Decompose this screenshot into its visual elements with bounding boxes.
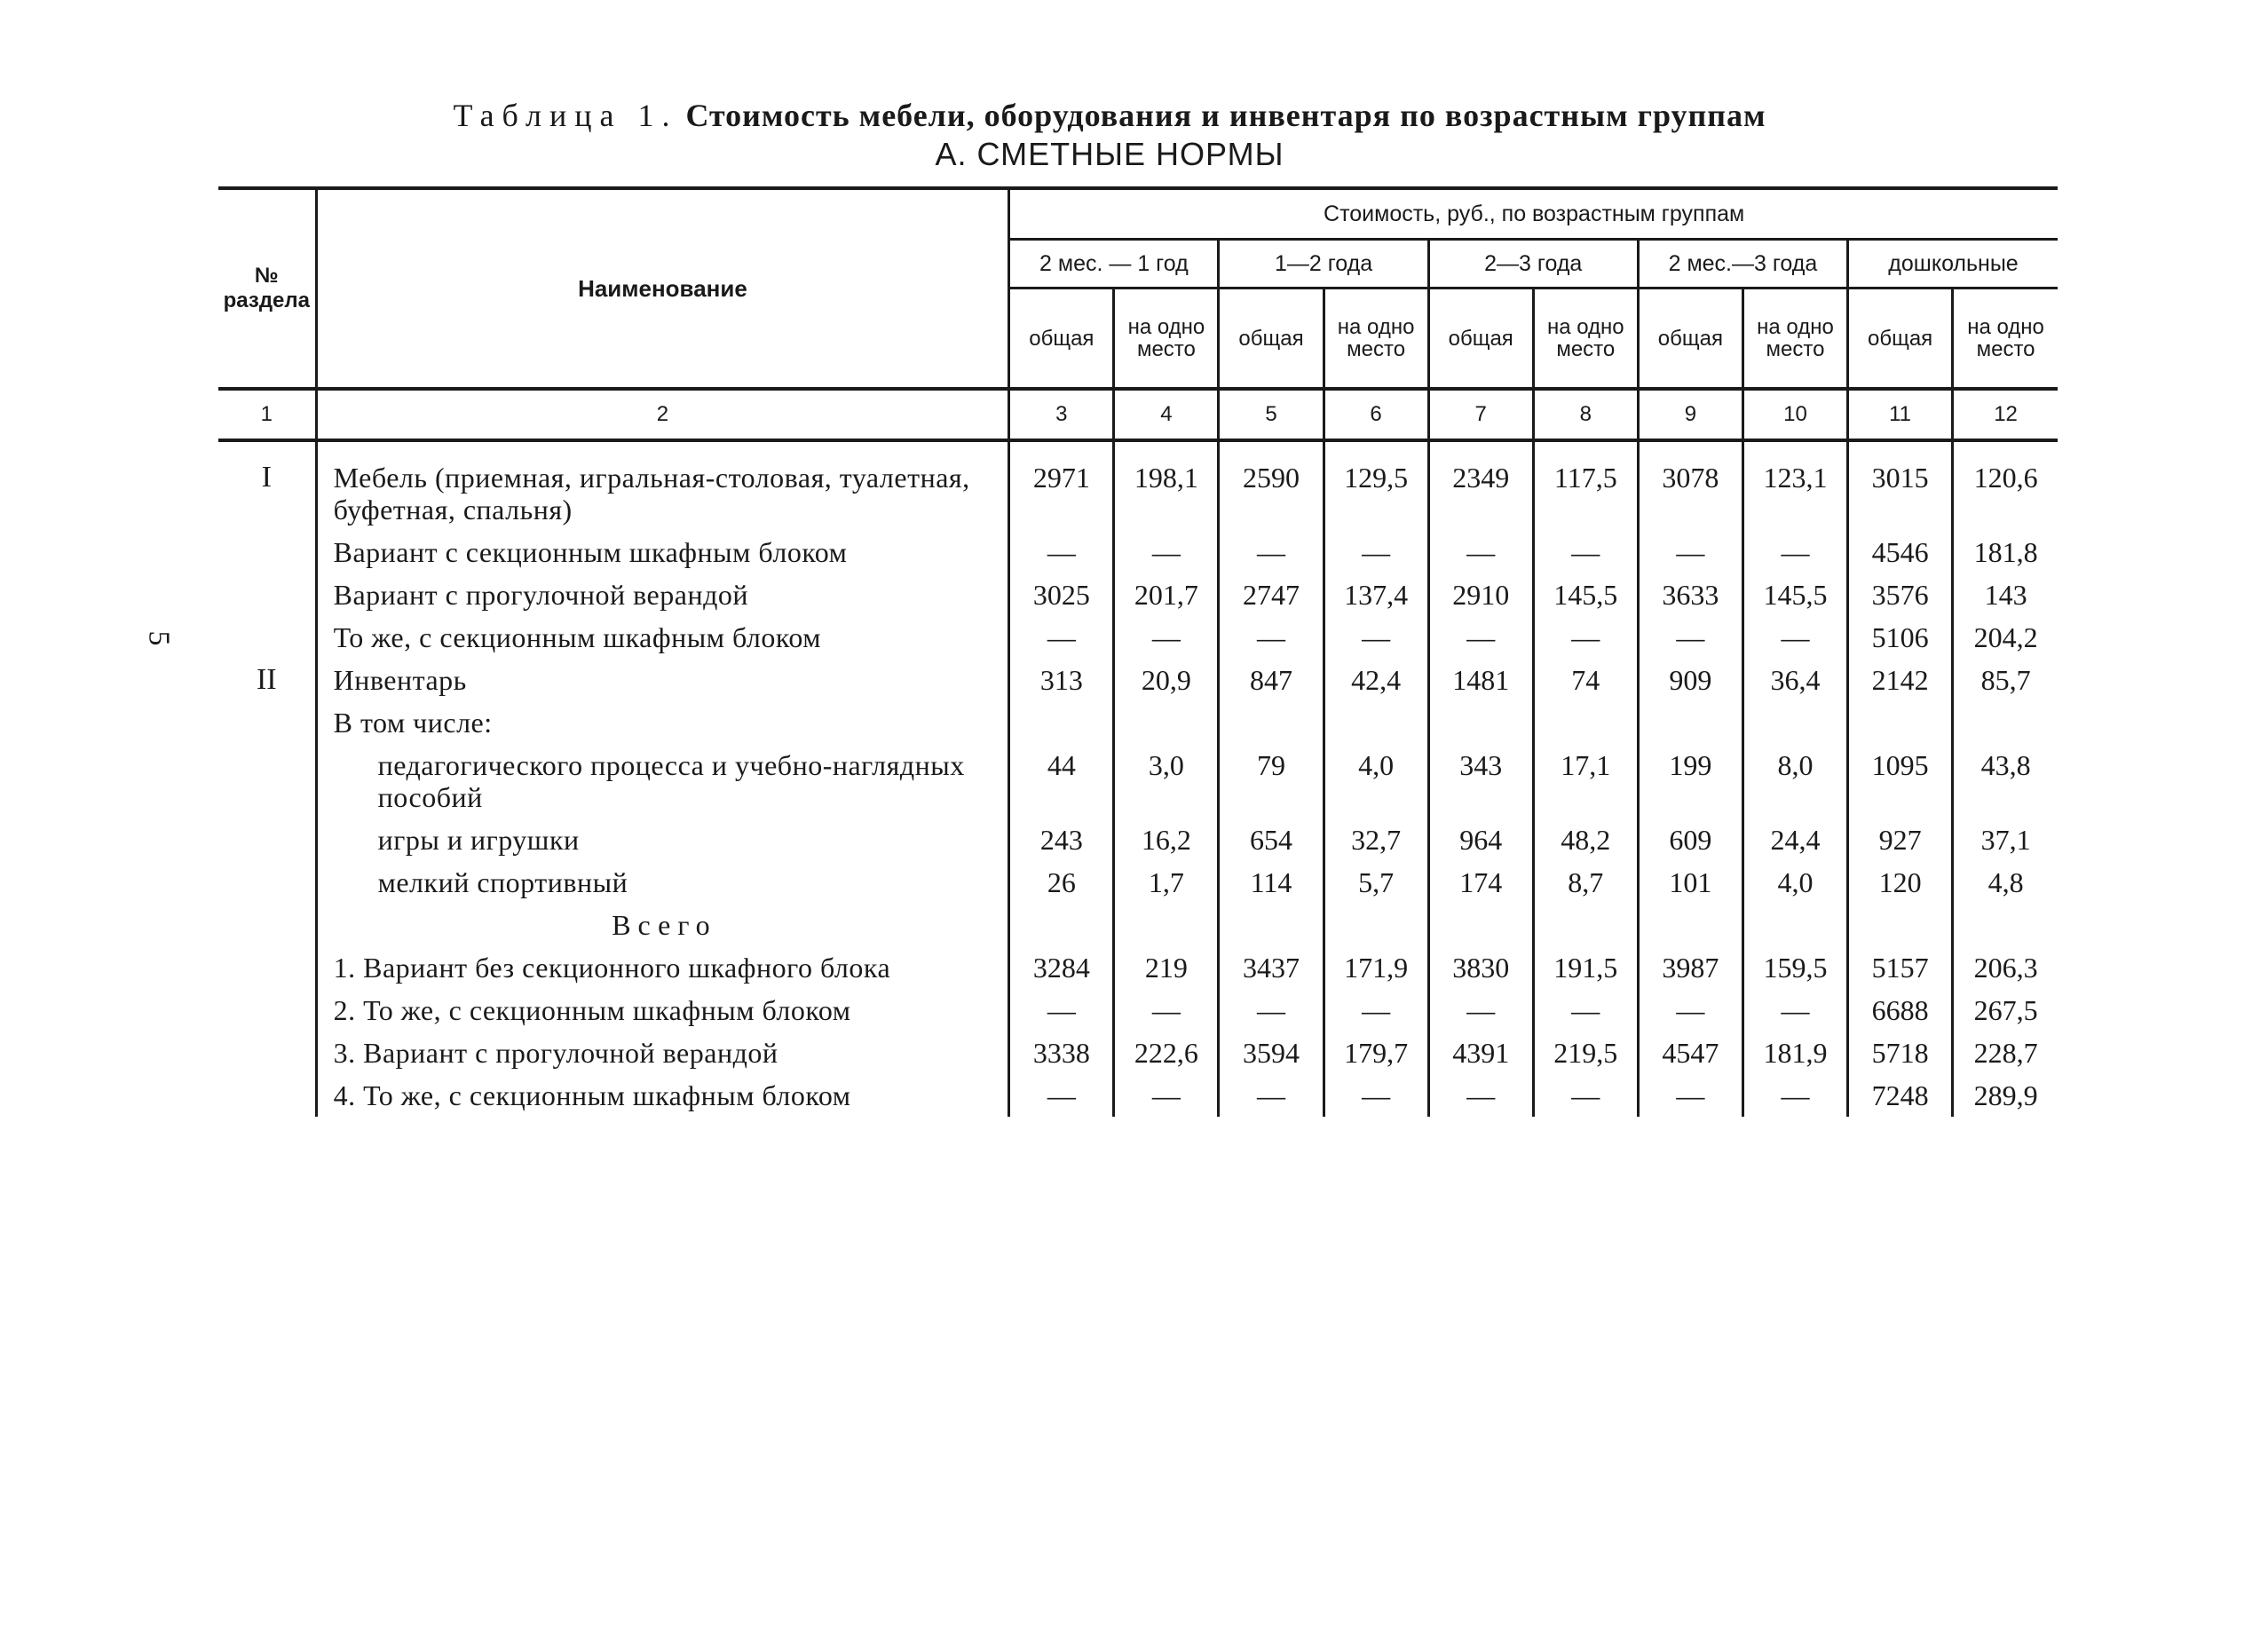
row-name: В том числе: [316, 701, 1009, 744]
cell-value: 179,7 [1324, 1031, 1428, 1074]
cell-value [1114, 904, 1219, 946]
total-heading: Всего [316, 904, 1009, 946]
row-name: Мебель (приемная, игральная-столовая, туалетная, буфетная, спальня) [316, 440, 1009, 531]
cell-value: — [1638, 616, 1742, 659]
column-number: 7 [1428, 389, 1533, 440]
cell-value: 7248 [1848, 1074, 1953, 1117]
cell-value: — [1219, 531, 1324, 573]
cell-value: 5718 [1848, 1031, 1953, 1074]
cell-value: 609 [1638, 818, 1742, 861]
title-block [222, 96, 1997, 174]
total-row [218, 1031, 2058, 1074]
cell-value: 37,1 [1953, 818, 2058, 861]
total-cost-header: общая [1638, 288, 1742, 390]
cell-value [1953, 701, 2058, 744]
page-number: 5 [142, 630, 176, 646]
section-number [218, 989, 316, 1031]
cell-value [1533, 701, 1638, 744]
section-number [218, 616, 316, 659]
cell-value: 1,7 [1114, 861, 1219, 904]
cost-group-header: Стоимость, руб., по возрастным группам [1009, 188, 2058, 240]
cell-value: 117,5 [1533, 440, 1638, 531]
cell-value: 5157 [1848, 946, 1953, 989]
table-subtitle: А. СМЕТНЫЕ НОРМЫ [935, 136, 1284, 172]
cost-table [218, 186, 2058, 1117]
table-row [218, 616, 2058, 659]
per-place-cost-header: на одно место [1324, 288, 1428, 390]
cell-value: 654 [1219, 818, 1324, 861]
per-place-cost-header: на одно место [1533, 288, 1638, 390]
cell-value: 199 [1638, 744, 1742, 818]
cell-value: — [1219, 616, 1324, 659]
cell-value: 5,7 [1324, 861, 1428, 904]
cell-value: 114 [1219, 861, 1324, 904]
cell-value [1638, 701, 1742, 744]
section-column-header: № раздела [218, 188, 316, 389]
cell-value: 201,7 [1114, 573, 1219, 616]
cell-value: 847 [1219, 659, 1324, 701]
cell-value: — [1219, 1074, 1324, 1117]
section-number [218, 531, 316, 573]
cell-value: — [1009, 989, 1114, 1031]
table-row [218, 659, 2058, 701]
total-cost-header: общая [1848, 288, 1953, 390]
cell-value: 137,4 [1324, 573, 1428, 616]
cell-value: 79 [1219, 744, 1324, 818]
table-row [218, 861, 2058, 904]
cell-value [1428, 904, 1533, 946]
cell-value: 8,7 [1533, 861, 1638, 904]
per-place-cost-header: на одно место [1114, 288, 1219, 390]
cell-value: 8,0 [1742, 744, 1847, 818]
column-number: 2 [316, 389, 1009, 440]
table-row [218, 818, 2058, 861]
table-row [218, 531, 2058, 573]
cell-value: 4546 [1848, 531, 1953, 573]
cell-value: 74 [1533, 659, 1638, 701]
age-group-header: 2—3 года [1428, 240, 1638, 288]
cell-value: 228,7 [1953, 1031, 2058, 1074]
total-cost-header: общая [1219, 288, 1324, 390]
section-number [218, 904, 316, 946]
column-number: 5 [1219, 389, 1324, 440]
cell-value: 5106 [1848, 616, 1953, 659]
cell-value [1324, 701, 1428, 744]
section-number [218, 573, 316, 616]
cell-value: 24,4 [1742, 818, 1847, 861]
cell-value: 909 [1638, 659, 1742, 701]
cell-value [1114, 701, 1219, 744]
cell-value: 48,2 [1533, 818, 1638, 861]
cell-value: — [1533, 616, 1638, 659]
cell-value: 2910 [1428, 573, 1533, 616]
cell-value: 927 [1848, 818, 1953, 861]
column-number: 10 [1742, 389, 1847, 440]
cell-value: — [1742, 989, 1847, 1031]
cell-value: — [1009, 531, 1114, 573]
cell-value: 3437 [1219, 946, 1324, 989]
cell-value: — [1742, 531, 1847, 573]
cell-value: — [1428, 616, 1533, 659]
cell-value: — [1428, 531, 1533, 573]
cell-value [1742, 701, 1847, 744]
cell-value: 6688 [1848, 989, 1953, 1031]
cell-value: 3025 [1009, 573, 1114, 616]
age-group-header: 1—2 года [1219, 240, 1428, 288]
total-row-name: 4. То же, с секционным шкафным блоком [316, 1074, 1009, 1117]
cell-value: 4391 [1428, 1031, 1533, 1074]
cell-value: 145,5 [1533, 573, 1638, 616]
cell-value: 1095 [1848, 744, 1953, 818]
cell-value: 3633 [1638, 573, 1742, 616]
cell-value: 4547 [1638, 1031, 1742, 1074]
cell-value: 219 [1114, 946, 1219, 989]
cell-value [1009, 904, 1114, 946]
table-title-prefix: Таблица 1. [453, 98, 678, 133]
name-column-header: Наименование [316, 188, 1009, 389]
cell-value: 964 [1428, 818, 1533, 861]
cell-value: 2349 [1428, 440, 1533, 531]
cell-value: 3,0 [1114, 744, 1219, 818]
cell-value [1638, 904, 1742, 946]
cell-value: 123,1 [1742, 440, 1847, 531]
column-number: 8 [1533, 389, 1638, 440]
cell-value: — [1428, 1074, 1533, 1117]
cell-value: 1481 [1428, 659, 1533, 701]
cell-value: 44 [1009, 744, 1114, 818]
cell-value: 2971 [1009, 440, 1114, 531]
row-name: мелкий спортивный [316, 861, 1009, 904]
cell-value: 191,5 [1533, 946, 1638, 989]
cell-value: 171,9 [1324, 946, 1428, 989]
cell-value: — [1114, 989, 1219, 1031]
cell-value: 222,6 [1114, 1031, 1219, 1074]
cell-value: — [1533, 989, 1638, 1031]
cell-value: — [1742, 1074, 1847, 1117]
cell-value: 3987 [1638, 946, 1742, 989]
cell-value: 43,8 [1953, 744, 2058, 818]
table-row [218, 701, 2058, 744]
cell-value: 343 [1428, 744, 1533, 818]
cell-value [1219, 904, 1324, 946]
cell-value: 174 [1428, 861, 1533, 904]
total-row-name: 3. Вариант с прогулочной верандой [316, 1031, 1009, 1074]
cell-value: 3015 [1848, 440, 1953, 531]
column-number: 11 [1848, 389, 1953, 440]
section-number: I [261, 461, 272, 494]
section-number [218, 744, 316, 818]
cell-value: 3830 [1428, 946, 1533, 989]
table-title [222, 96, 1997, 135]
row-name: Вариант с прогулочной верандой [316, 573, 1009, 616]
total-row-name: 1. Вариант без секционного шкафного блока [316, 946, 1009, 989]
cell-value: 289,9 [1953, 1074, 2058, 1117]
section-number [218, 946, 316, 989]
cell-value [1953, 904, 2058, 946]
cell-value: 20,9 [1114, 659, 1219, 701]
cell-value: 4,0 [1324, 744, 1428, 818]
row-name: педагогического процесса и учебно-наглядных пособий [316, 744, 1009, 818]
cell-value [1848, 904, 1953, 946]
total-heading-row [218, 904, 2058, 946]
total-row [218, 1074, 2058, 1117]
column-number: 1 [218, 389, 316, 440]
row-name: То же, с секционным шкафным блоком [316, 616, 1009, 659]
cell-value: 198,1 [1114, 440, 1219, 531]
section-number [218, 701, 316, 744]
cell-value: 36,4 [1742, 659, 1847, 701]
cell-value: — [1324, 616, 1428, 659]
cell-value: 4,0 [1742, 861, 1847, 904]
cell-value: — [1428, 989, 1533, 1031]
table-title-caption: Стоимость мебели, оборудования и инвентаря по возрастным группам [685, 98, 1766, 133]
total-row [218, 989, 2058, 1031]
cell-value: — [1324, 989, 1428, 1031]
column-number: 3 [1009, 389, 1114, 440]
cell-value [1742, 904, 1847, 946]
cell-value: 16,2 [1114, 818, 1219, 861]
cell-value [1324, 904, 1428, 946]
cell-value: — [1219, 989, 1324, 1031]
cell-value: 206,3 [1953, 946, 2058, 989]
total-cost-header: общая [1009, 288, 1114, 390]
age-group-header: 2 мес. — 1 год [1009, 240, 1219, 288]
cell-value [1428, 701, 1533, 744]
row-name: Инвентарь [316, 659, 1009, 701]
cell-value: 145,5 [1742, 573, 1847, 616]
cell-value: — [1324, 531, 1428, 573]
cell-value: — [1533, 1074, 1638, 1117]
row-name: игры и игрушки [316, 818, 1009, 861]
cell-value: 181,9 [1742, 1031, 1847, 1074]
cell-value: 313 [1009, 659, 1114, 701]
cell-value: 181,8 [1953, 531, 2058, 573]
cell-value: 3284 [1009, 946, 1114, 989]
per-place-cost-header: на одно место [1953, 288, 2058, 390]
age-group-header: 2 мес.—3 года [1638, 240, 1847, 288]
cell-value: 120,6 [1953, 440, 2058, 531]
cell-value: — [1638, 989, 1742, 1031]
row-name: Вариант с секционным шкафным блоком [316, 531, 1009, 573]
cell-value: 3594 [1219, 1031, 1324, 1074]
cell-value: 101 [1638, 861, 1742, 904]
cell-value: 120 [1848, 861, 1953, 904]
cell-value: 267,5 [1953, 989, 2058, 1031]
cell-value: — [1638, 531, 1742, 573]
cell-value: 2590 [1219, 440, 1324, 531]
cell-value: 3078 [1638, 440, 1742, 531]
cell-value: 204,2 [1953, 616, 2058, 659]
cell-value: — [1114, 531, 1219, 573]
table-row [218, 573, 2058, 616]
section-number [218, 861, 316, 904]
cell-value: 219,5 [1533, 1031, 1638, 1074]
cell-value: 85,7 [1953, 659, 2058, 701]
cell-value: — [1533, 531, 1638, 573]
section-number [218, 1074, 316, 1117]
cell-value: — [1009, 616, 1114, 659]
section-number [218, 1031, 316, 1074]
per-place-cost-header: на одно место [1742, 288, 1847, 390]
cell-value: 243 [1009, 818, 1114, 861]
cell-value: — [1009, 1074, 1114, 1117]
table-row [218, 744, 2058, 818]
cell-value: — [1638, 1074, 1742, 1117]
column-number: 6 [1324, 389, 1428, 440]
cell-value [1219, 701, 1324, 744]
cell-value: 32,7 [1324, 818, 1428, 861]
cell-value: — [1114, 1074, 1219, 1117]
cell-value: — [1114, 616, 1219, 659]
cell-value: 2747 [1219, 573, 1324, 616]
cell-value: 17,1 [1533, 744, 1638, 818]
table-row [218, 440, 2058, 531]
cell-value: 143 [1953, 573, 2058, 616]
age-group-header: дошкольные [1848, 240, 2058, 288]
cell-value [1009, 701, 1114, 744]
cell-value: 3576 [1848, 573, 1953, 616]
cell-value: 26 [1009, 861, 1114, 904]
column-number: 9 [1638, 389, 1742, 440]
column-number: 12 [1953, 389, 2058, 440]
cell-value: 4,8 [1953, 861, 2058, 904]
cell-value [1848, 701, 1953, 744]
cell-value: — [1324, 1074, 1428, 1117]
total-row-name: 2. То же, с секционным шкафным блоком [316, 989, 1009, 1031]
cell-value: — [1742, 616, 1847, 659]
column-number: 4 [1114, 389, 1219, 440]
section-number [218, 818, 316, 861]
cell-value: 3338 [1009, 1031, 1114, 1074]
cell-value: 42,4 [1324, 659, 1428, 701]
cell-value [1533, 904, 1638, 946]
cell-value: 159,5 [1742, 946, 1847, 989]
total-cost-header: общая [1428, 288, 1533, 390]
cell-value: 2142 [1848, 659, 1953, 701]
cell-value: 129,5 [1324, 440, 1428, 531]
total-row [218, 946, 2058, 989]
section-number: II [256, 663, 277, 696]
